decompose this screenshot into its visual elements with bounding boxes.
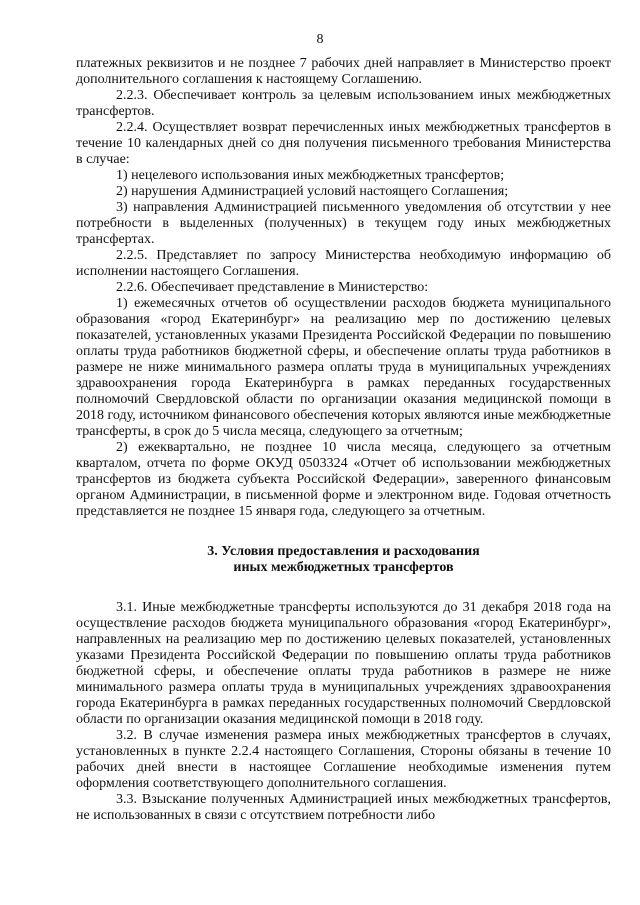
- paragraph-continuation: платежных реквизитов и не позднее 7 рабочих дней направляет в Министерство проект дополнительного соглашения к настоящему Соглашению.: [76, 56, 611, 87]
- document-body: [76, 56, 611, 824]
- paragraph-3-1: 3.1. Иные межбюджетные трансферты используются до 31 декабря 2018 года на осуществление расходов бюджета муниципального образования «город Екатеринбург», направленных на реализацию мер по достижению целевых показателей, установленных указами Президента Российской Федерации по повышению оплаты труда работников бюджетной сферы, и обеспечение оплаты труда работников в размере не ниже минимального размера оплаты труда в муниципальных учреждениях здравоохранения города Екатеринбурга в рамках переданных государственных полномочий Свердловской области по организации оказания медицинской помощи в 2018 году.: [76, 600, 611, 727]
- paragraph-2-2-6: 2.2.6. Обеспечивает представление в Министерство:: [116, 280, 429, 295]
- list-item-monthly-reports: 1) ежемесячных отчетов об осуществлении расходов бюджета муниципального образования «город Екатеринбург» на реализацию мер по достижению целевых показателей, установленных указами Президента Российской Федерации по повышению оплаты труда работников бюджетной сферы, и обеспечение оплаты труда работников в размере не ниже минимального размера оплаты труда в муниципальных учреждениях здравоохранения города Екатеринбурга в рамках переданных государственных полномочий Свердловской области по организации оказания медицинской помощи в 2018 году, источником финансового обеспечения которых являются иные межбюджетные трансферты, в срок до 5 числа месяца, следующего за отчетным;: [76, 296, 611, 439]
- paragraph-2-2-5: 2.2.5. Представляет по запросу Министерства необходимую информацию об исполнении настоящего Соглашения.: [76, 248, 611, 279]
- section-3-heading-line-1: 3. Условия предоставления и расходования: [207, 544, 480, 559]
- list-item-quarterly-reports: 2) ежеквартально, не позднее 10 числа месяца, следующего за отчетным кварталом, отчета по форме ОКУД 0503324 «Отчет об использовании межбюджетных трансфертов из бюджета субъекта Российской Федерации», заверенного финансовым органом Администрации, в письменной форме и электронном виде. Годовая отчетность представляется не позднее 15 января года, следующего за отчетным.: [76, 440, 611, 519]
- paragraph-3-2: 3.2. В случае изменения размера иных межбюджетных трансфертов в случаях, установленных в пункте 2.2.4 настоящего Соглашения, Стороны обязаны в течение 10 рабочих дней внести в настоящее Соглашение необходимые изменения путем оформления соответствующего дополнительного соглашения.: [76, 728, 611, 791]
- list-item-misuse: 1) нецелевого использования иных межбюджетных трансфертов;: [116, 168, 505, 183]
- list-item-violation: 2) нарушения Администрацией условий настоящего Соглашения;: [116, 184, 509, 199]
- section-3-heading-line-2: иных межбюджетных трансфертов: [233, 560, 454, 575]
- paragraph-2-2-4: 2.2.4. Осуществляет возврат перечисленных иных межбюджетных трансфертов в течение 10 календарных дней со дня получения письменного требования Министерства в случае:: [76, 120, 611, 167]
- section-3-heading: [76, 544, 611, 576]
- page-number: 8: [316, 32, 324, 47]
- paragraph-3-3: 3.3. Взыскание полученных Администрацией иных межбюджетных трансфертов, не использованных в связи с отсутствием потребности либо: [76, 792, 611, 823]
- paragraph-2-2-3: 2.2.3. Обеспечивает контроль за целевым использованием иных межбюджетных трансфертов.: [76, 88, 611, 119]
- list-item-notice: 3) направления Администрацией письменного уведомления об отсутствии у нее потребности в выделенных (полученных) в текущем году иных межбюджетных трансфертах.: [76, 200, 611, 247]
